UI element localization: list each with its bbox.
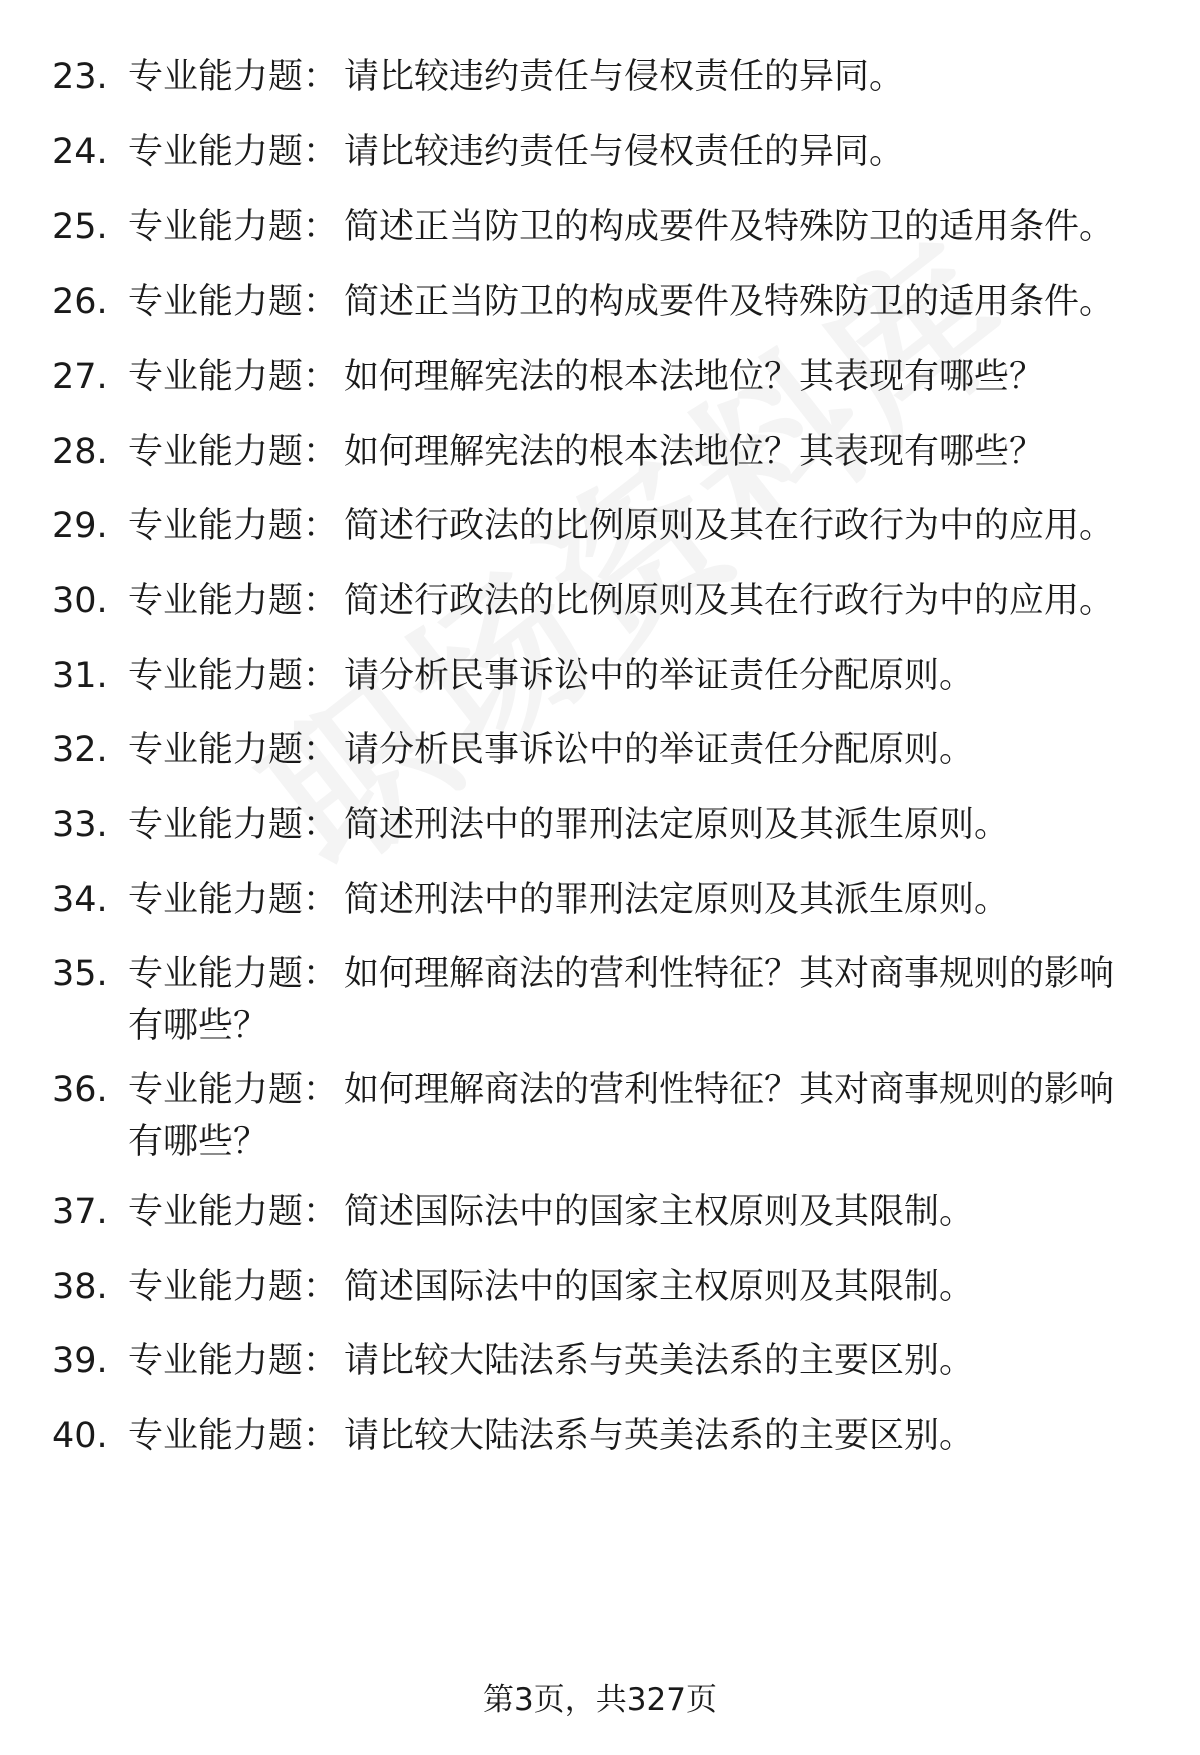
question-number: 29. bbox=[52, 506, 108, 546]
question-number: 39. bbox=[52, 1341, 108, 1381]
question-category-label: 专业能力题： bbox=[128, 432, 339, 472]
question-category-label: 专业能力题： bbox=[128, 656, 339, 696]
question-text-continuation: 有哪些？ bbox=[128, 1006, 269, 1046]
question-category-label: 专业能力题： bbox=[128, 506, 339, 546]
question-text: 请分析民事诉讼中的举证责任分配原则。 bbox=[344, 656, 975, 696]
question-category-label: 专业能力题： bbox=[128, 132, 339, 172]
question-text: 简述刑法中的罪刑法定原则及其派生原则。 bbox=[344, 880, 1010, 920]
question-category-label: 专业能力题： bbox=[128, 880, 339, 920]
question-text: 请比较大陆法系与英美法系的主要区别。 bbox=[344, 1341, 975, 1381]
question-text: 请比较违约责任与侵权责任的异同。 bbox=[344, 57, 905, 97]
question-text: 如何理解宪法的根本法地位？其表现有哪些？ bbox=[344, 357, 1045, 397]
question-number: 37. bbox=[52, 1192, 108, 1232]
question-category-label: 专业能力题： bbox=[128, 282, 339, 322]
question-category-label: 专业能力题： bbox=[128, 357, 339, 397]
question-text-continuation: 有哪些？ bbox=[128, 1122, 269, 1162]
question-category-label: 专业能力题： bbox=[128, 1416, 339, 1456]
question-text: 简述正当防卫的构成要件及特殊防卫的适用条件。 bbox=[344, 207, 1115, 247]
question-category-label: 专业能力题： bbox=[128, 730, 339, 770]
question-number: 28. bbox=[52, 432, 108, 472]
question-number: 31. bbox=[52, 656, 108, 696]
question-category-label: 专业能力题： bbox=[128, 1070, 339, 1110]
question-text: 如何理解商法的营利性特征？其对商事规则的影响 bbox=[344, 1070, 1115, 1110]
question-category-label: 专业能力题： bbox=[128, 1341, 339, 1381]
question-number: 33. bbox=[52, 805, 108, 845]
question-number: 30. bbox=[52, 581, 108, 621]
question-text: 简述正当防卫的构成要件及特殊防卫的适用条件。 bbox=[344, 282, 1115, 322]
question-category-label: 专业能力题： bbox=[128, 1192, 339, 1232]
question-number: 24. bbox=[52, 132, 108, 172]
question-number: 23. bbox=[52, 57, 108, 97]
question-number: 25. bbox=[52, 207, 108, 247]
question-number: 27. bbox=[52, 357, 108, 397]
question-text: 请分析民事诉讼中的举证责任分配原则。 bbox=[344, 730, 975, 770]
question-number: 40. bbox=[52, 1416, 108, 1456]
question-text: 简述刑法中的罪刑法定原则及其派生原则。 bbox=[344, 805, 1010, 845]
question-category-label: 专业能力题： bbox=[128, 954, 339, 994]
page-footer: 第3页，共327页 bbox=[483, 1682, 717, 1718]
question-text: 简述国际法中的国家主权原则及其限制。 bbox=[344, 1192, 975, 1232]
question-category-label: 专业能力题： bbox=[128, 57, 339, 97]
question-category-label: 专业能力题： bbox=[128, 207, 339, 247]
question-text: 简述行政法的比例原则及其在行政行为中的应用。 bbox=[344, 581, 1115, 621]
question-text: 如何理解宪法的根本法地位？其表现有哪些？ bbox=[344, 432, 1045, 472]
question-number: 26. bbox=[52, 282, 108, 322]
question-text: 如何理解商法的营利性特征？其对商事规则的影响 bbox=[344, 954, 1115, 994]
question-number: 34. bbox=[52, 880, 108, 920]
question-number: 36. bbox=[52, 1070, 108, 1110]
question-text: 简述国际法中的国家主权原则及其限制。 bbox=[344, 1267, 975, 1307]
question-category-label: 专业能力题： bbox=[128, 1267, 339, 1307]
question-number: 35. bbox=[52, 954, 108, 994]
question-text: 简述行政法的比例原则及其在行政行为中的应用。 bbox=[344, 506, 1115, 546]
question-number: 32. bbox=[52, 730, 108, 770]
question-category-label: 专业能力题： bbox=[128, 805, 339, 845]
question-text: 请比较违约责任与侵权责任的异同。 bbox=[344, 132, 905, 172]
question-number: 38. bbox=[52, 1267, 108, 1307]
question-category-label: 专业能力题： bbox=[128, 581, 339, 621]
question-text: 请比较大陆法系与英美法系的主要区别。 bbox=[344, 1416, 975, 1456]
